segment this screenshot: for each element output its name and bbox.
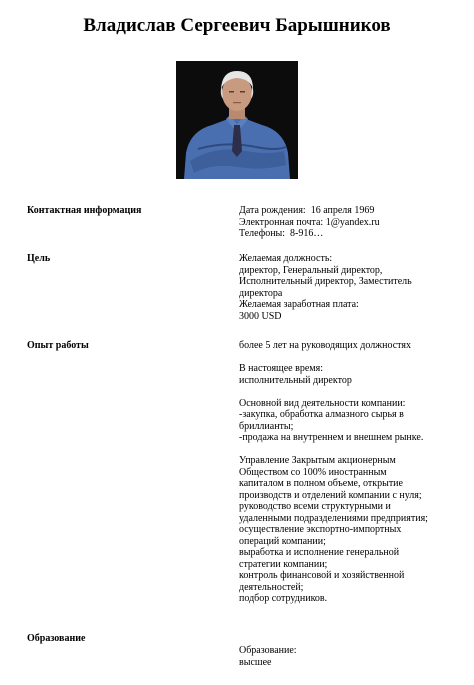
current-label: В настоящее время: xyxy=(239,363,323,374)
goal-label: Цель xyxy=(27,253,51,264)
goal-line: Желаемая заработная плата: xyxy=(239,299,359,310)
duties-line: деятельностей; xyxy=(239,581,304,593)
contacts-label: Контактная информация xyxy=(27,205,142,216)
activity-line: Основной вид деятельности компании: xyxy=(239,397,406,409)
activity-line: -продажа на внутреннем и внешнем рынке. xyxy=(239,432,424,443)
goal-line: Исполнительный директор, Заместитель xyxy=(239,276,412,287)
experience-body xyxy=(239,340,454,605)
duties-line: стратегии компании; xyxy=(239,558,328,570)
email-row xyxy=(239,217,454,229)
duties-line: операций компании; xyxy=(239,535,326,547)
phone-value: 8-916… xyxy=(290,228,324,239)
education-line: высшее xyxy=(239,656,272,668)
education-label: Образование xyxy=(27,633,86,644)
person-portrait-image xyxy=(176,61,298,179)
goal-line: Желаемая должность: xyxy=(239,253,333,264)
activity-line: бриллианты; xyxy=(239,420,294,432)
current-position: исполнительный директор xyxy=(239,374,352,386)
goal-body xyxy=(239,253,454,322)
goal-line: директора xyxy=(239,287,283,299)
duties-line: капиталом в полном объеме, открытие xyxy=(239,478,403,489)
phone-label: Телефоны: xyxy=(239,228,286,239)
duties-line: производств и отделений компании с нуля; xyxy=(239,489,422,501)
duties-line: подбор сотрудников. xyxy=(239,593,328,604)
email-value: 1@yandex.ru xyxy=(325,216,380,228)
resume-title: Владислав Сергеевич Барышников xyxy=(83,15,391,36)
duties-line: руководство всеми структурными и xyxy=(239,501,391,512)
duties-line: контроль финансовой и хозяйственной xyxy=(239,570,405,581)
experience-summary: более 5 лет на руководящих должностях xyxy=(239,340,411,351)
contacts-body xyxy=(239,205,454,240)
birth-label: Дата рождения: xyxy=(239,205,306,216)
duties-line: удаленными подразделениями предприятия; xyxy=(239,512,428,524)
activity-line: -закупка, обработка алмазного сырья в xyxy=(239,409,404,420)
duties-line: Обществом со 100% иностранным xyxy=(239,466,387,478)
education-line: Образование: xyxy=(239,645,297,656)
profile-photo xyxy=(176,61,298,179)
phone-row xyxy=(239,228,454,240)
experience-label: Опыт работы xyxy=(27,340,89,351)
birth-value: 16 апреля 1969 xyxy=(310,205,375,216)
birth-row xyxy=(239,205,454,217)
duties-line: осуществление экспортно-импортных xyxy=(239,524,402,535)
education-body xyxy=(239,645,454,668)
duties-line: Управление Закрытым акционерным xyxy=(239,455,396,466)
goal-line: директор, Генеральный директор, xyxy=(239,264,383,276)
email-label: Электронная почта: xyxy=(239,216,324,228)
duties-line: выработка и исполнение генеральной xyxy=(239,547,400,558)
goal-line: 3000 USD xyxy=(239,310,282,322)
